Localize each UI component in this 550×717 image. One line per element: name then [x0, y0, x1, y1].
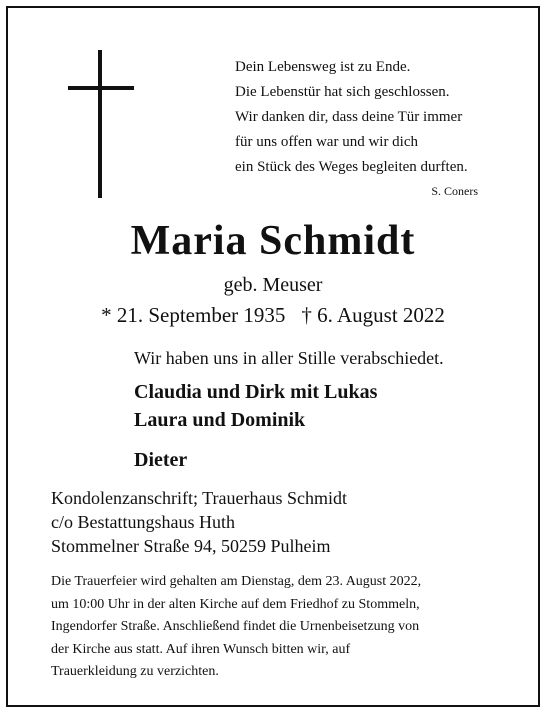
cross-icon	[68, 50, 134, 198]
deceased-name: Maria Schmidt	[130, 218, 416, 264]
death-date: † 6. August 2022	[301, 303, 445, 327]
mourners	[134, 378, 377, 474]
ceremony-info	[51, 571, 521, 684]
mourner-line: Dieter	[134, 449, 188, 471]
birth-date: * 21. September 1935	[101, 303, 286, 327]
mourner-line: Claudia und Dirk mit Lukas	[134, 381, 378, 403]
poem	[235, 55, 535, 180]
ceremony-line: der Kirche aus statt. Auf ihren Wunsch bitten wir, auf	[51, 641, 351, 657]
poem-line: ein Stück des Weges begleiten durften.	[235, 159, 468, 175]
ceremony-line: Die Trauerfeier wird gehalten am Dienstag, dem 23. August 2022,	[51, 574, 422, 589]
address-line: Stommelner Straße 94, 50259 Pulheim	[51, 536, 331, 556]
obituary-frame	[6, 6, 540, 707]
ceremony-line: Ingendorfer Straße. Anschließend findet die Urnenbeisetzung von	[51, 619, 420, 634]
ceremony-line: um 10:00 Uhr in der alten Kirche auf dem Friedhof zu Stommeln,	[51, 596, 420, 612]
farewell-text: Wir haben uns in aller Stille verabschiedet.	[134, 348, 444, 368]
poem-line: Wir danken dir, dass deine Tür immer	[235, 109, 463, 125]
mourner-line: Laura und Dominik	[134, 409, 306, 431]
poem-line: für uns offen war und wir dich	[235, 134, 419, 150]
ceremony-line: Trauerkleidung zu verzichten.	[51, 664, 219, 679]
poem-line: Dein Lebensweg ist zu Ende.	[235, 59, 411, 75]
address-line: c/o Bestattungshaus Huth	[51, 512, 235, 532]
address-line: Kondolenzanschrift; Trauerhaus Schmidt	[51, 488, 347, 508]
birth-name: geb. Meuser	[223, 274, 323, 296]
poem-author: S. Coners	[431, 184, 478, 198]
condolence-address	[51, 486, 347, 558]
life-dates	[8, 303, 538, 328]
poem-line: Die Lebenstür hat sich geschlossen.	[235, 84, 450, 100]
